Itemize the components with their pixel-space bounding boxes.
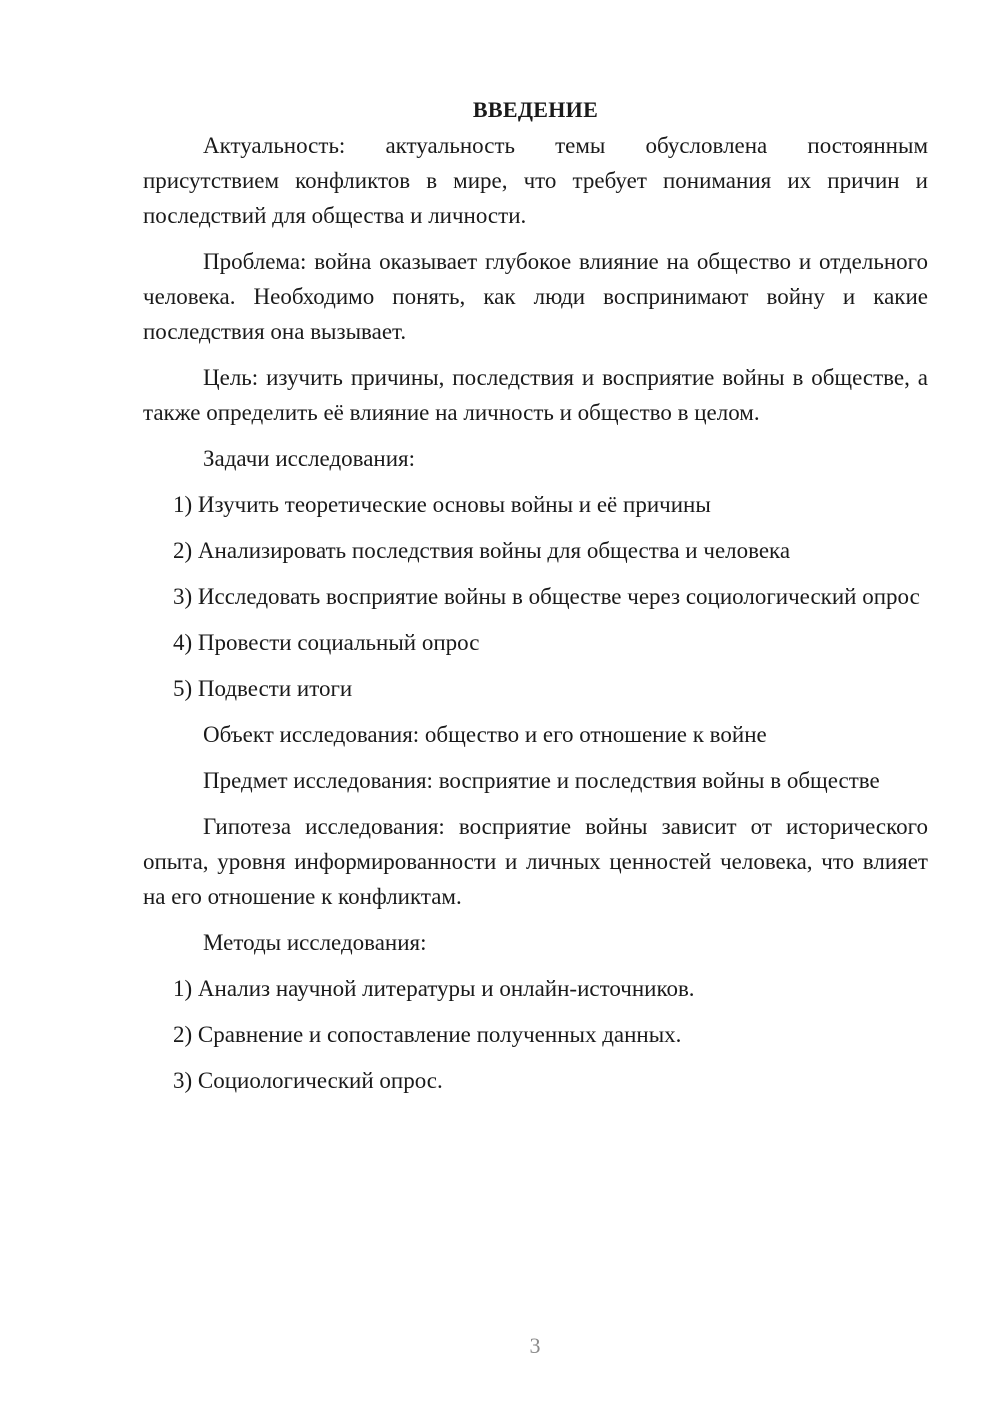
list-item-task-3: 3) Исследовать восприятие войны в обществе через социологический опрос <box>173 584 920 609</box>
list-item-task-2: 2) Анализировать последствия войны для общества и человека <box>173 538 791 563</box>
paragraph-object: Объект исследования: общество и его отношение к войне <box>203 722 767 747</box>
list-item-task-5: 5) Подвести итоги <box>173 676 353 701</box>
list-item-method-1: 1) Анализ научной литературы и онлайн-источников. <box>173 976 695 1001</box>
paragraph-hypothesis: Гипотеза исследования: восприятие войны зависит от исторического опыта, уровня информированности и личных ценностей человека, что влияет на его отношение к конфликтам. <box>143 814 928 909</box>
list-item-task-4: 4) Провести социальный опрос <box>173 630 480 655</box>
paragraph-problem: Проблема: война оказывает глубокое влияние на общество и отдельного человека. Необходимо понять, как люди воспринимают войну и какие последствия она вызывает. <box>143 249 928 344</box>
page-content <box>143 92 928 1109</box>
paragraph-subject: Предмет исследования: восприятие и последствия войны в обществе <box>203 768 880 793</box>
list-item-method-3: 3) Социологический опрос. <box>173 1068 443 1093</box>
page-number: 3 <box>529 1333 541 1358</box>
section-title: ВВЕДЕНИЕ <box>472 97 599 122</box>
paragraph-tasks-heading: Задачи исследования: <box>203 446 416 471</box>
list-item-task-1: 1) Изучить теоретические основы войны и её причины <box>173 492 711 517</box>
paragraph-goal: Цель: изучить причины, последствия и восприятие войны в обществе, а также определить её влияние на личность и общество в целом. <box>143 365 928 425</box>
paragraph-relevance: Актуальность: актуальность темы обусловлена постоянным присутствием конфликтов в мире, что требует понимания их причин и последствий для общества и личности. <box>143 133 928 228</box>
list-item-method-2: 2) Сравнение и сопоставление полученных данных. <box>173 1022 682 1047</box>
paragraph-methods-heading: Методы исследования: <box>203 930 427 955</box>
